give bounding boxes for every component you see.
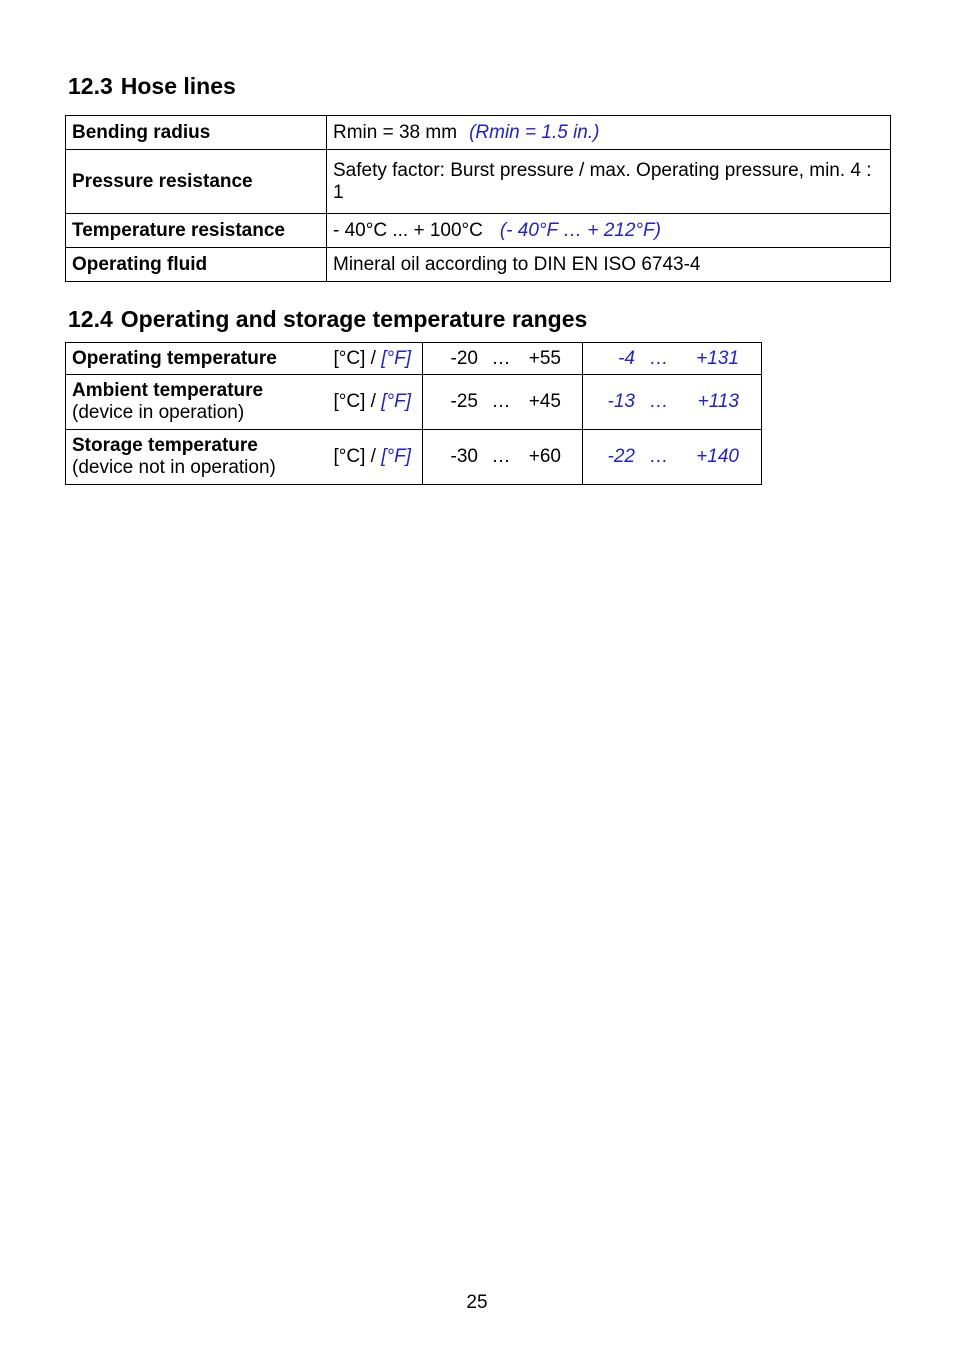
- fahrenheit-max: +113: [697, 391, 739, 412]
- fahrenheit-max: +140: [696, 446, 739, 467]
- metric-value: Rmin = 38 mm: [333, 121, 458, 143]
- fahrenheit-min: -4: [618, 347, 635, 369]
- section-title: Hose lines: [120, 73, 236, 99]
- celsius-min: -25: [450, 391, 478, 412]
- row-sublabel: (device not in operation): [72, 457, 276, 478]
- row-label: Ambient temperature: [72, 380, 264, 401]
- metric-value: - 40°C ... + 100°C: [333, 219, 483, 241]
- fahrenheit-max: +131: [696, 347, 739, 369]
- table-row: [66, 116, 891, 150]
- section-heading-temperature-ranges: [68, 305, 587, 333]
- table-row: [66, 343, 762, 375]
- unit-label: [°C] / [°F]: [333, 446, 411, 467]
- row-value: [327, 214, 891, 248]
- celsius-max: +55: [528, 347, 561, 369]
- row-sublabel: (device in operation): [72, 402, 245, 423]
- row-label-cell: [66, 343, 423, 375]
- section-number: 12.3: [68, 73, 113, 99]
- table-row: [66, 375, 762, 430]
- fahrenheit-min: -13: [607, 391, 635, 412]
- row-value: Safety factor: Burst pressure / max. Operating pressure, min. 4 : 1: [327, 150, 891, 214]
- fahrenheit-range: -22 … +140: [583, 430, 762, 485]
- table-row: [66, 150, 891, 214]
- row-value: [327, 116, 891, 150]
- section-title: Operating and storage temperature ranges: [120, 306, 588, 332]
- fahrenheit-min: -22: [607, 446, 635, 467]
- unit-label: [°C] / [°F]: [333, 347, 411, 369]
- row-label: Operating fluid: [66, 248, 327, 282]
- celsius-min: -30: [450, 446, 478, 467]
- temperature-ranges-table: [65, 342, 762, 485]
- row-label-cell: [66, 430, 423, 485]
- celsius-range: -30 … +60: [423, 430, 583, 485]
- row-label: Pressure resistance: [66, 150, 327, 214]
- imperial-value: (Rmin = 1.5 in.): [469, 121, 600, 143]
- celsius-min: -20: [450, 347, 478, 369]
- row-label: Temperature resistance: [66, 214, 327, 248]
- imperial-value: (- 40°F … + 212°F): [499, 219, 661, 241]
- table-row: [66, 248, 891, 282]
- unit-label: [°C] / [°F]: [333, 391, 411, 412]
- fahrenheit-range: -4 … +131: [583, 343, 762, 375]
- page-number: 25: [466, 1292, 488, 1313]
- celsius-range: -25 … +45: [423, 375, 583, 430]
- section-heading-hose-lines: [68, 72, 236, 100]
- row-label: Storage temperature: [72, 435, 258, 456]
- row-label: Operating temperature: [72, 347, 277, 369]
- table-row: [66, 214, 891, 248]
- celsius-max: +45: [528, 391, 561, 412]
- celsius-range: -20 … +55: [423, 343, 583, 375]
- row-value: Mineral oil according to DIN EN ISO 6743-4: [327, 248, 891, 282]
- row-label-cell: [66, 375, 423, 430]
- celsius-max: +60: [528, 446, 561, 467]
- fahrenheit-range: -13 … +113: [583, 375, 762, 430]
- row-label: Bending radius: [66, 116, 327, 150]
- table-row: [66, 430, 762, 485]
- hose-lines-table: [65, 115, 891, 282]
- section-number: 12.4: [68, 306, 113, 332]
